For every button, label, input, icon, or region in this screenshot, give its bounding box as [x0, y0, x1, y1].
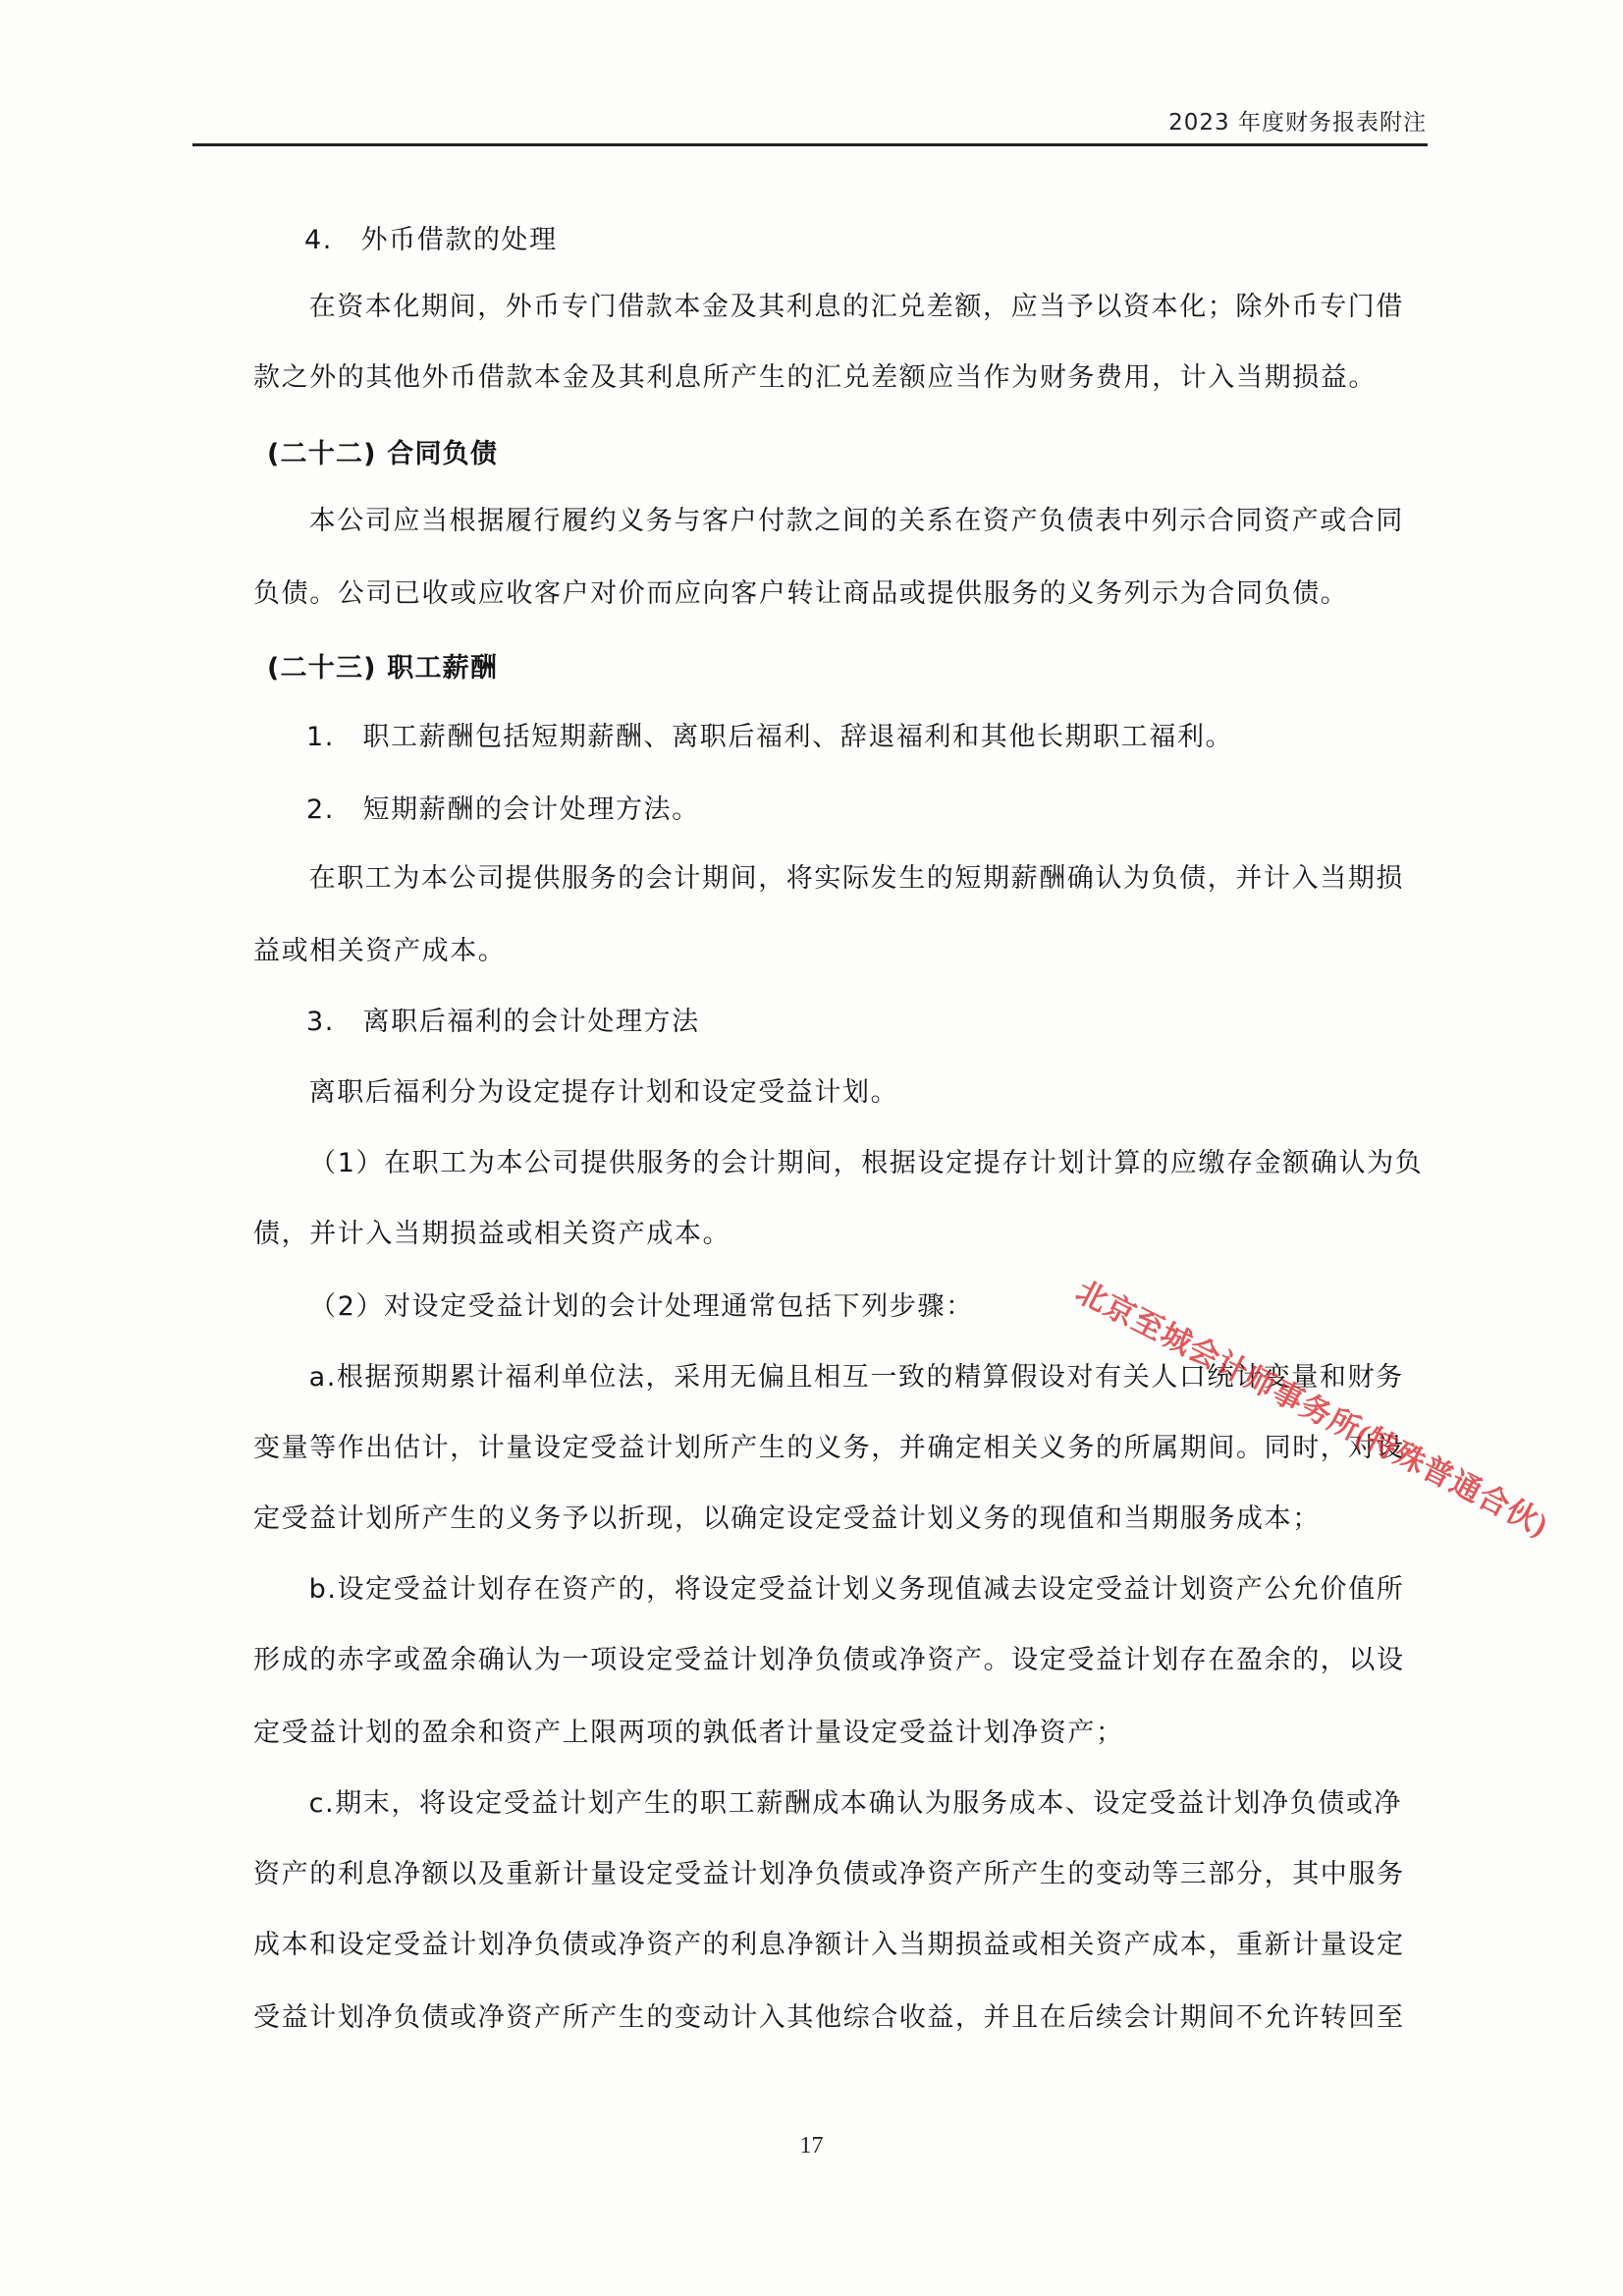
paragraph-line: 形成的赤字或盈余确认为一项设定受益计划净负债或净资产。设定受益计划存在盈余的，以设 [253, 1645, 1405, 1675]
paragraph-line: 债，并计入当期损益或相关资产成本。 [253, 1219, 731, 1249]
page-number: 17 [799, 2133, 824, 2159]
paragraph-line: 在职工为本公司提供服务的会计期间，将实际发生的短期薪酬确认为负债，并计入当期损 [281, 863, 1404, 894]
section-heading-employee-compensation: (二十三) 职工薪酬 [267, 653, 499, 683]
paragraph-line: 益或相关资产成本。 [253, 936, 507, 966]
report-header-title: 2023 年度财务报表附注 [1168, 110, 1427, 136]
paragraph-line: 款之外的其他外币借款本金及其利息所产生的汇兑差额应当作为财务费用，计入当期损益。 [253, 362, 1377, 393]
list-item: 1. 职工薪酬包括短期薪酬、离职后福利、辞退福利和其他长期职工福利。 [306, 722, 1234, 752]
paragraph-line: 离职后福利分为设定提存计划和设定受益计划。 [281, 1077, 899, 1108]
paragraph-line: c.期末，将设定受益计划产生的职工薪酬成本确认为服务成本、设定受益计划净负债或净 [281, 1788, 1403, 1819]
list-item: 3. 离职后福利的会计处理方法 [306, 1007, 700, 1037]
paragraph-line: （1）在职工为本公司提供服务的会计期间，根据设定提存计划计算的应缴存金额确认为负 [295, 1148, 1424, 1178]
paragraph-line: a.根据预期累计福利单位法，采用无偏且相互一致的精算假设对有关人口统计变量和财务 [281, 1362, 1404, 1393]
header-divider [192, 143, 1428, 146]
list-item: 2. 短期薪酬的会计处理方法。 [306, 794, 700, 825]
section-heading-contract-liabilities: (二十二) 合同负债 [267, 439, 499, 469]
firm-seal-stamp: 北京至城会计师事务所(特殊普通合伙) [1070, 1274, 1554, 1544]
paragraph-line: 负债。公司已收或应收客户对价而应向客户转让商品或提供服务的义务列示为合同负债。 [253, 578, 1349, 609]
paragraph-line: 本公司应当根据履行履约义务与客户付款之间的关系在资产负债表中列示合同资产或合同 [281, 506, 1404, 536]
paragraph-line: 变量等作出估计，计量设定受益计划所产生的义务，并确定相关义务的所属期间。同时，对设 [253, 1433, 1405, 1463]
paragraph-line: 定受益计划的盈余和资产上限两项的孰低者计量设定受益计划净资产； [253, 1718, 1124, 1748]
paragraph-line: 定受益计划所产生的义务予以折现，以确定设定受益计划义务的现值和当期服务成本； [253, 1503, 1321, 1534]
paragraph-line: b.设定受益计划存在资产的，将设定受益计划义务现值减去设定受益计划资产公允价值所 [281, 1574, 1405, 1605]
paragraph-line: 资产的利息净额以及重新计量设定受益计划净负债或净资产所产生的变动等三部分，其中服务 [253, 1859, 1405, 1889]
paragraph-line: 成本和设定受益计划净负债或净资产的利息净额计入当期损益或相关资产成本，重新计量设定 [253, 1930, 1405, 1960]
paragraph-line: 受益计划净负债或净资产所产生的变动计入其他综合收益，并且在后续会计期间不允许转回至 [253, 2002, 1405, 2033]
heading-foreign-loans: 4. 外币借款的处理 [304, 225, 558, 255]
paragraph-line: （2）对设定受益计划的会计处理通常包括下列步骤： [295, 1291, 974, 1322]
paragraph-line: 在资本化期间，外币专门借款本金及其利息的汇兑差额，应当予以资本化；除外币专门借 [281, 292, 1404, 322]
